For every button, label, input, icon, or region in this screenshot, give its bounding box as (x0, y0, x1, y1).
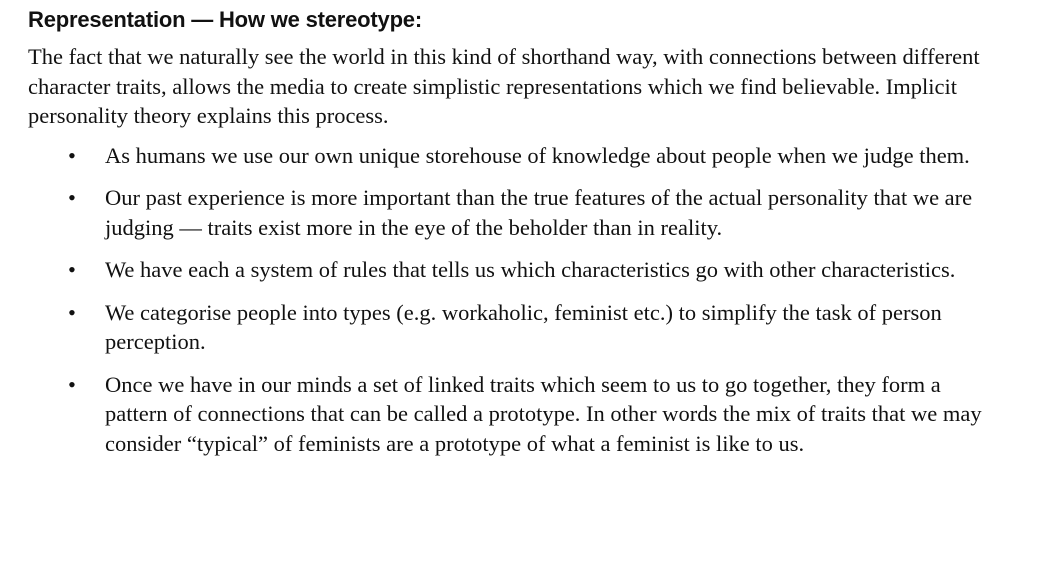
list-item-text: Once we have in our minds a set of linked traits which seem to us to go together, they form a pattern of connections that can be called a prototype. In other words the mix of traits that we may consider “typical” of feminists are a prototype of what a feminist is like to us. (105, 371, 982, 456)
bullet-icon: • (68, 299, 76, 325)
bullet-icon: • (68, 257, 76, 282)
bullet-icon: • (68, 371, 76, 397)
list-item (28, 255, 996, 285)
bullet-list (28, 141, 996, 459)
section-heading: Representation — How we stereotype: (28, 7, 422, 32)
intro-paragraph: The fact that we naturally see the world in this kind of shorthand way, with connections between different character traits, allows the media to create simplistic representations which we find believable. Implicit personality theory explains this process. (28, 44, 980, 128)
list-item-text: We have each a system of rules that tells us which characteristics go with other characteristics. (105, 257, 956, 282)
list-item (28, 370, 996, 459)
document-page (28, 6, 996, 471)
list-item-text: We categorise people into types (e.g. workaholic, feminist etc.) to simplify the task of person perception. (105, 299, 942, 354)
list-item (28, 298, 996, 357)
list-item-text: Our past experience is more important than the true features of the actual personality that we are judging — traits exist more in the eye of the beholder than in reality. (105, 185, 973, 240)
list-item (28, 141, 996, 171)
list-item-text: As humans we use our own unique storehouse of knowledge about people when we judge them. (105, 142, 970, 168)
bullet-icon: • (68, 185, 76, 210)
bullet-icon: • (68, 142, 76, 168)
list-item (28, 183, 996, 242)
